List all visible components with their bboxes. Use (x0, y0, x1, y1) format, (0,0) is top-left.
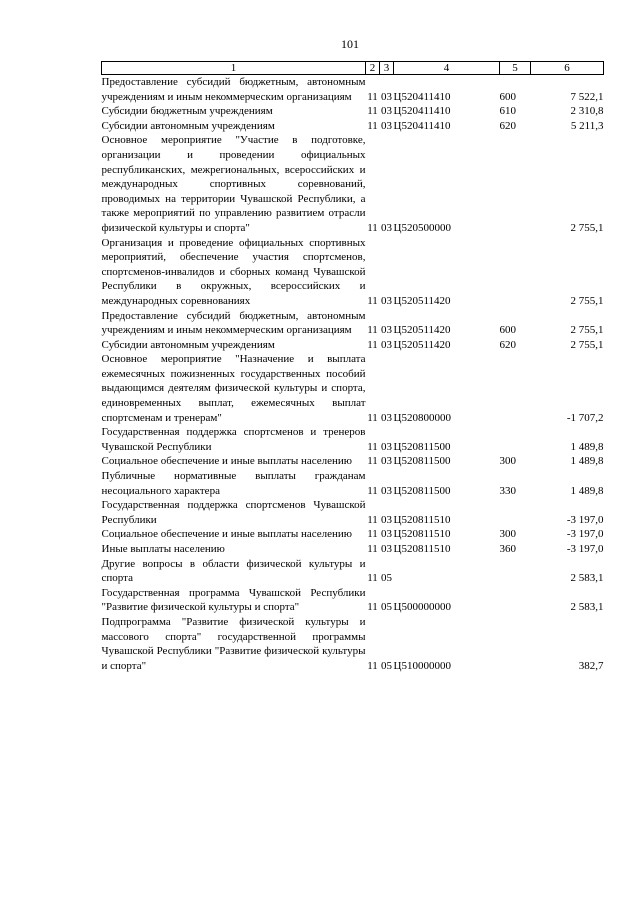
row-target-article-code: Ц500000000 (393, 601, 451, 614)
row-section-code: 11 (367, 411, 378, 424)
row-section-code: 11 (367, 90, 378, 103)
row-name: Социальное обеспечение и иные выплаты населению (101, 528, 353, 541)
row-name: Иные выплаты населению (101, 543, 225, 555)
row-section-code: 11 (367, 572, 378, 585)
row-name: Государственная программа Чувашской Республики "Развитие физической культуры и спорта" (101, 586, 366, 614)
table-row (102, 425, 604, 454)
row-amount: 2 755,1 (570, 294, 604, 307)
row-name: Предоставление субсидий бюджетным, автономным учреждениям и иным некоммерческим организациям (101, 76, 366, 103)
row-amount: 1 489,8 (570, 440, 604, 453)
row-amount: 5 211,3 (570, 119, 604, 132)
table-row (102, 454, 604, 469)
row-subsection-code: 03 (381, 484, 392, 497)
row-expense-type-code (500, 498, 531, 527)
table-row (102, 75, 604, 105)
row-expense-type-code: 620 (499, 119, 516, 132)
row-section-code: 11 (367, 294, 378, 307)
row-subsection-code: 03 (381, 513, 392, 526)
row-section-code: 11 (367, 528, 378, 541)
table-row (102, 338, 604, 353)
table-row (102, 586, 604, 615)
row-expense-type-code (500, 615, 531, 673)
table-row (102, 352, 604, 425)
table-row (102, 498, 604, 527)
row-section-code: 11 (367, 513, 378, 526)
row-expense-type-code: 600 (499, 324, 516, 337)
row-target-article-code: Ц520411410 (393, 90, 451, 103)
row-section-code: 11 (367, 105, 378, 118)
table-row (102, 615, 604, 673)
row-subsection-code: 03 (381, 221, 392, 234)
row-target-article-code (394, 557, 500, 586)
row-target-article-code: Ц520811510 (393, 528, 451, 541)
row-subsection-code: 03 (381, 119, 392, 132)
budget-table (101, 61, 604, 673)
page-number: 101 (341, 37, 359, 51)
row-target-article-code: Ц520800000 (393, 411, 451, 424)
row-name: Публичные нормативные выплаты гражданам несоциального характера (101, 470, 366, 497)
column-header-2: 2 (366, 62, 380, 75)
row-expense-type-code: 600 (499, 90, 516, 103)
row-expense-type-code (500, 352, 531, 425)
row-target-article-code: Ц520811510 (393, 543, 451, 555)
row-expense-type-code: 620 (499, 338, 516, 351)
row-subsection-code: 03 (381, 90, 392, 103)
row-name: Предоставление субсидий бюджетным, автономным учреждениям и иным некоммерческим организациям (101, 309, 366, 337)
row-section-code: 11 (367, 338, 378, 351)
row-expense-type-code: 360 (499, 543, 516, 555)
table-row (102, 119, 604, 134)
row-amount: 1 489,8 (570, 484, 604, 497)
table-row (102, 542, 604, 557)
row-name: Субсидии автономным учреждениям (101, 338, 275, 351)
table-row (102, 557, 604, 586)
row-section-code: 11 (367, 659, 378, 672)
row-expense-type-code (500, 586, 531, 615)
row-section-code: 11 (367, 221, 378, 234)
row-subsection-code: 03 (381, 105, 392, 118)
row-expense-type-code: 330 (499, 484, 516, 497)
table-header (102, 62, 604, 75)
row-amount: 2 583,1 (570, 601, 604, 614)
row-amount: 1 489,8 (570, 455, 604, 468)
row-name: Подпрограмма "Развитие физической культуры и массового спорта" государственной программы Чувашской Республики "Развитие физической культуры и спорта" (101, 615, 366, 672)
column-header-1: 1 (102, 62, 366, 75)
column-header-5: 5 (500, 62, 531, 75)
row-target-article-code: Ц520811500 (393, 484, 451, 497)
row-target-article-code: Ц520411410 (393, 105, 451, 118)
row-amount: 2 310,8 (570, 105, 604, 118)
row-section-code: 11 (367, 484, 378, 497)
row-amount: -3 197,0 (566, 528, 604, 541)
row-target-article-code: Ц510000000 (393, 659, 451, 672)
row-amount: 7 522,1 (570, 90, 604, 103)
row-amount: -3 197,0 (566, 543, 604, 555)
header-row (102, 62, 604, 75)
row-expense-type-code (500, 236, 531, 309)
row-target-article-code: Ц520411410 (393, 119, 451, 132)
row-subsection-code: 05 (381, 572, 392, 585)
row-section-code: 11 (367, 324, 378, 337)
table-row (102, 236, 604, 309)
row-subsection-code: 03 (381, 294, 392, 307)
row-target-article-code: Ц520511420 (393, 294, 451, 307)
table-body (102, 75, 604, 674)
row-name: Субсидии бюджетным учреждениям (101, 105, 273, 118)
row-section-code: 11 (367, 601, 378, 614)
table-row (102, 133, 604, 235)
table-row (102, 104, 604, 119)
row-target-article-code: Ц520811510 (393, 513, 451, 526)
row-subsection-code: 03 (381, 324, 392, 337)
row-section-code: 11 (367, 543, 378, 555)
row-name: Организация и проведение официальных спортивных мероприятий, обеспечение участия спортсменов, спортсменов-инвалидов и сборных команд Чувашской Республики в окружных, всероссийских и международных соревнованиях (101, 236, 366, 307)
row-name: Основное мероприятие "Назначение и выплата ежемесячных пожизненных государственных пособий выдающимся деятелям физической культуры и спорта, единовременных выплат, ежемесячных выплат спортсменам и тренерам" (101, 353, 366, 424)
row-subsection-code: 03 (381, 455, 392, 468)
row-subsection-code: 05 (381, 601, 392, 614)
row-target-article-code: Ц520500000 (393, 221, 451, 234)
row-expense-type-code: 300 (499, 455, 516, 468)
row-amount: 382,7 (578, 659, 604, 672)
row-target-article-code: Ц520811500 (393, 455, 451, 468)
row-target-article-code: Ц520511420 (393, 324, 451, 337)
column-header-3: 3 (380, 62, 394, 75)
row-subsection-code: 03 (381, 440, 392, 453)
table-row (102, 309, 604, 338)
row-name: Основное мероприятие "Участие в подготовке, организации и проведении официальных республиканских, межрегиональных, всероссийских и международных спортивных соревнований, проводимых на территории Чувашской Республики, а также мероприятий по управлению развитием отрасли физической культуры и спорта" (101, 134, 366, 234)
row-expense-type-code: 300 (499, 528, 516, 541)
row-target-article-code: Ц520511420 (393, 338, 451, 351)
row-section-code: 11 (367, 440, 378, 453)
row-amount: 2 755,1 (570, 221, 604, 234)
row-name: Субсидии автономным учреждениям (101, 119, 275, 132)
row-subsection-code: 05 (381, 659, 392, 672)
row-amount: 2 755,1 (570, 338, 604, 351)
row-name: Другие вопросы в области физической культуры и спорта (101, 557, 366, 585)
table-row (102, 469, 604, 498)
table-row (102, 527, 604, 542)
row-expense-type-code (500, 557, 531, 586)
row-expense-type-code (500, 425, 531, 454)
column-header-4: 4 (394, 62, 500, 75)
row-amount: -1 707,2 (566, 411, 604, 424)
row-name: Государственная поддержка спортсменов Чувашской Республики (101, 499, 366, 526)
row-target-article-code: Ц520811500 (393, 440, 451, 453)
row-amount: 2 583,1 (570, 572, 604, 585)
row-name: Социальное обеспечение и иные выплаты населению (101, 455, 353, 468)
row-amount: 2 755,1 (570, 324, 604, 337)
row-subsection-code: 03 (381, 338, 392, 351)
row-subsection-code: 03 (381, 543, 392, 555)
row-name: Государственная поддержка спортсменов и тренеров Чувашской Республики (101, 426, 366, 453)
row-amount: -3 197,0 (566, 513, 604, 526)
row-section-code: 11 (367, 455, 378, 468)
row-section-code: 11 (367, 119, 378, 132)
row-expense-type-code (500, 133, 531, 235)
row-subsection-code: 03 (381, 411, 392, 424)
row-subsection-code: 03 (381, 528, 392, 541)
column-header-6: 6 (531, 62, 604, 75)
row-expense-type-code: 610 (499, 105, 516, 118)
